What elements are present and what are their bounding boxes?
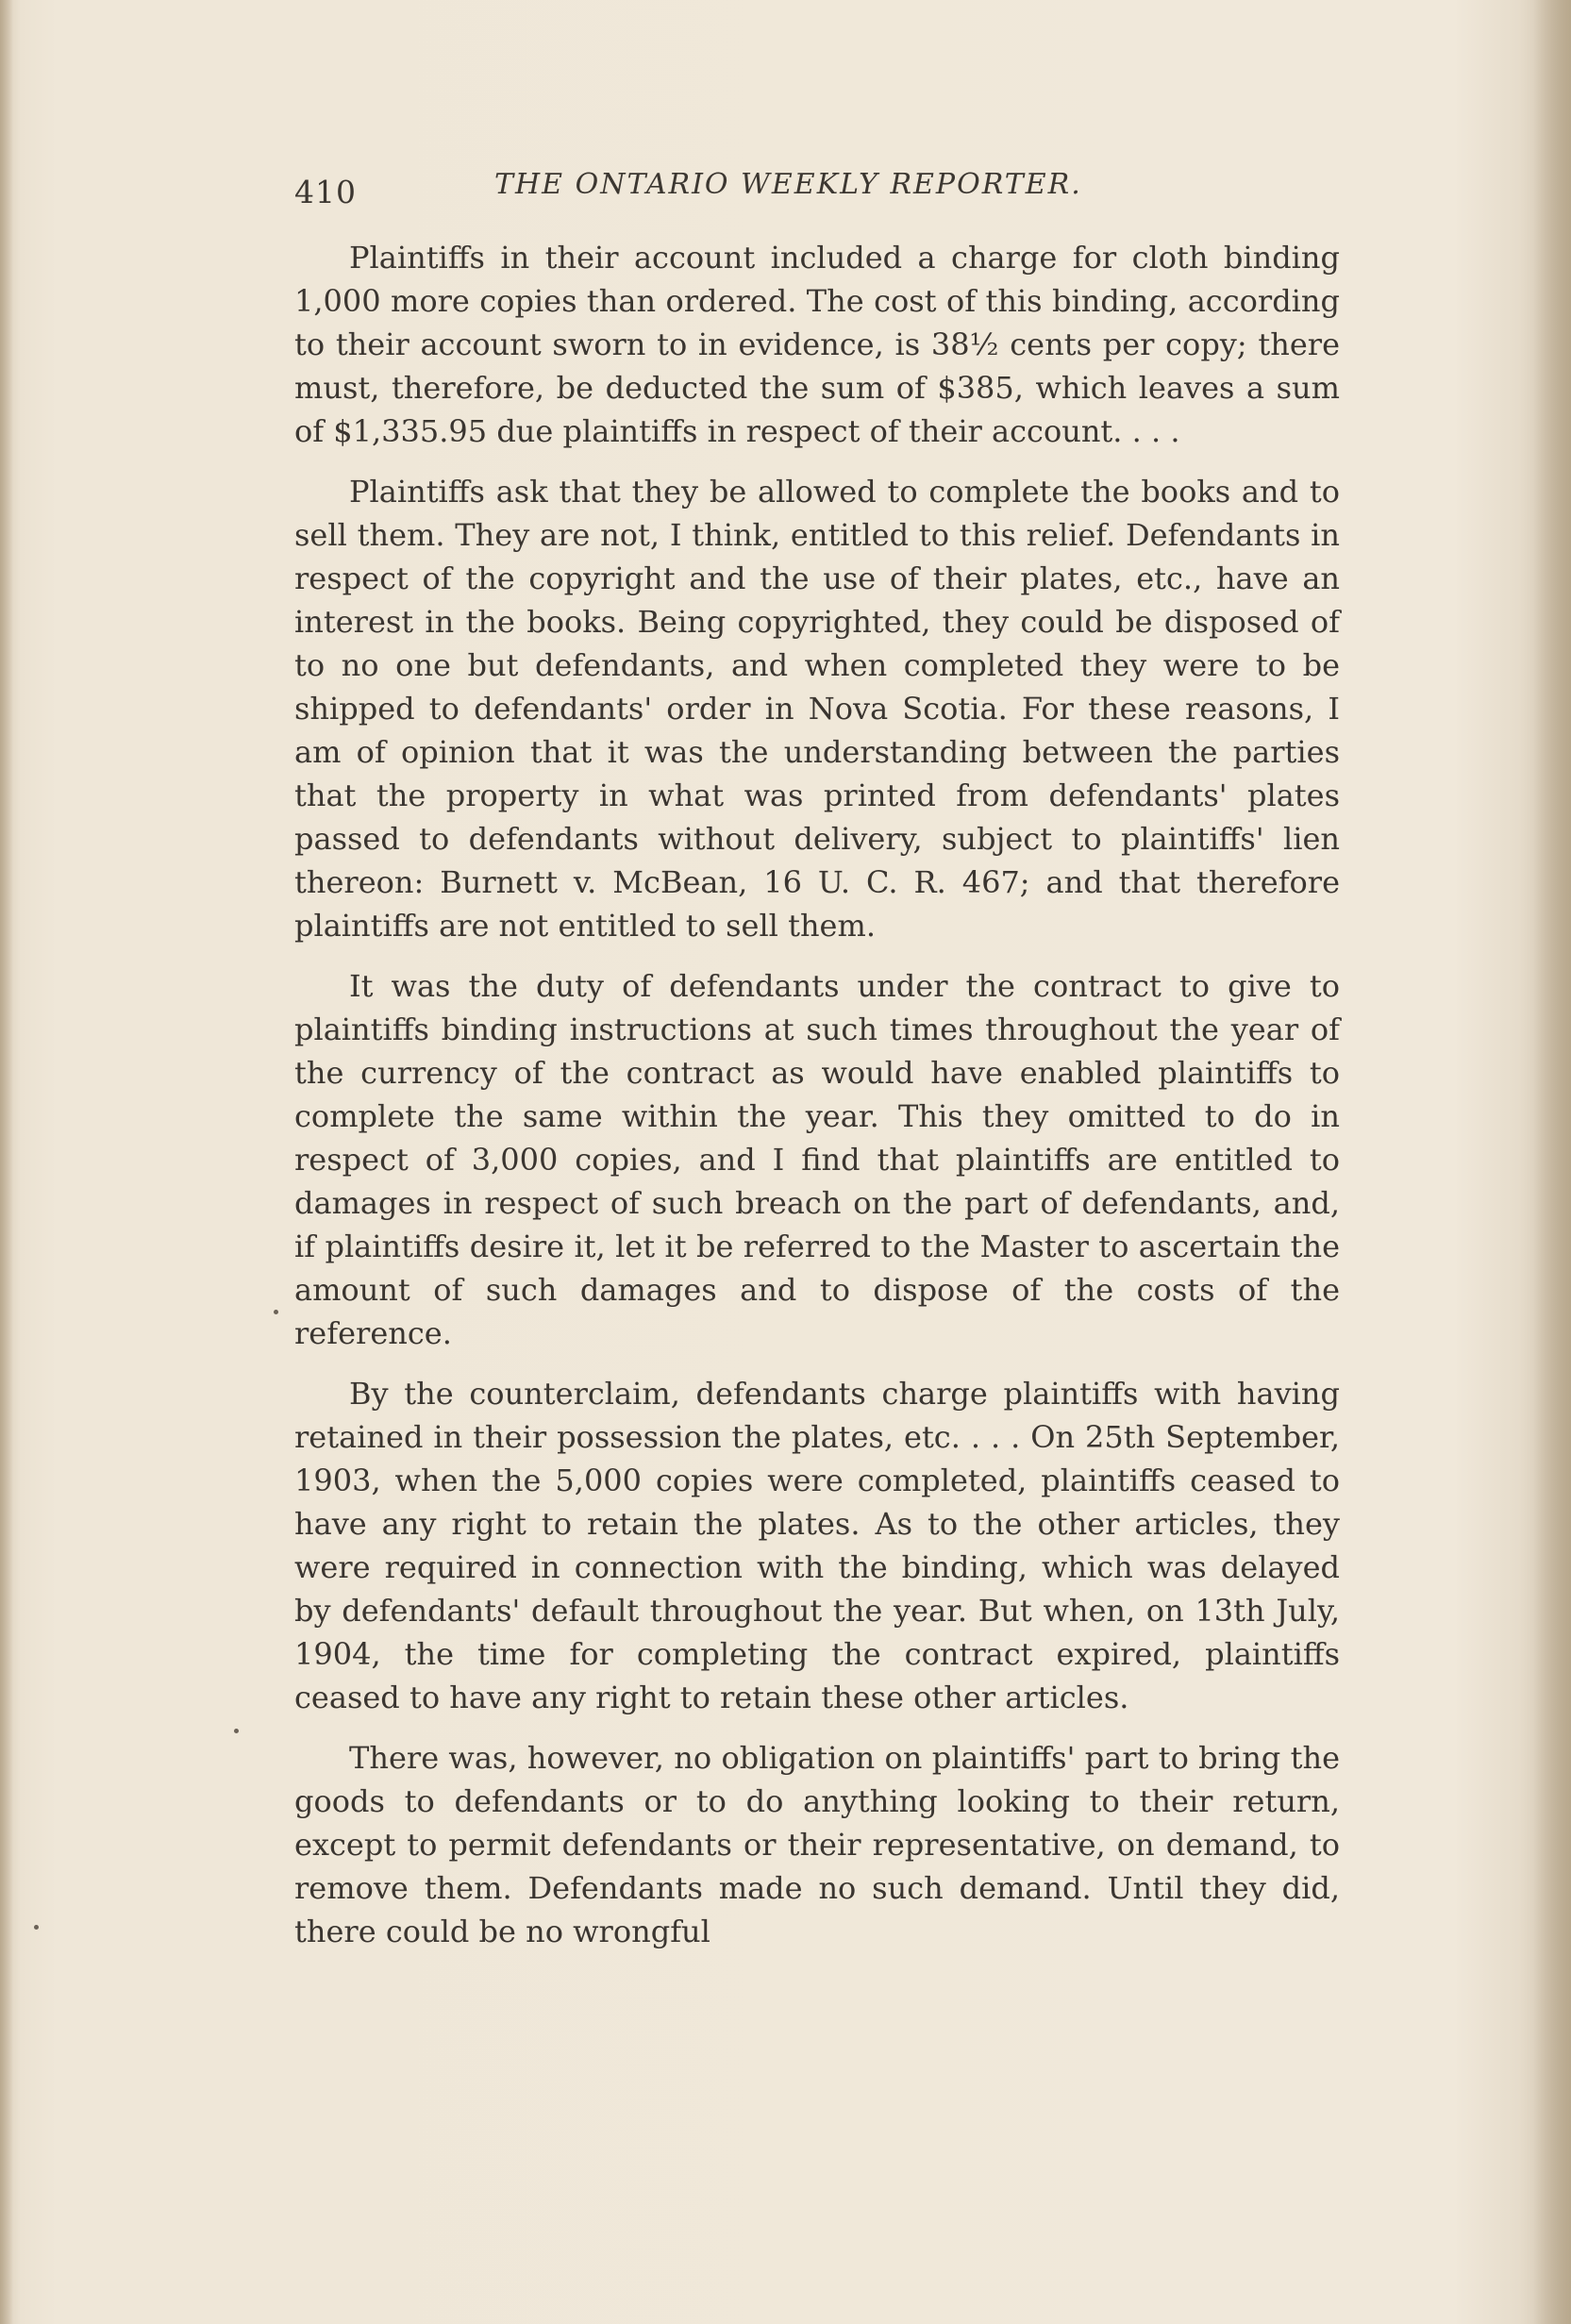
page-number: 410 xyxy=(294,174,357,210)
paragraph-relief: Plaintiffs ask that they be allowed to complete the books and to sell them. They are not, I think, entitled to this relief. Defendants in respect of the copyright and the use of their plates, etc., have an interest in the books. Being copyrighted, they could be disposed of to no one but defendants, and when completed they were to be shipped to defendants' order in Nova Scotia. For these reasons, I am of opinion that it was the understanding between the parties that the property in what was printed from defendants' plates passed to defendants without delivery, subject to plaintiffs' lien thereon: Burnett v. McBean, 16 U. C. R. 467; and that therefore plaintiffs are not entitled to sell them. xyxy=(294,474,1340,944)
running-head xyxy=(294,168,1340,215)
page-edge-shadow xyxy=(1533,0,1571,2324)
margin-mark xyxy=(34,1925,39,1930)
margin-mark xyxy=(234,1729,239,1733)
paragraph-account: Plaintiffs in their account included a charge for cloth binding 1,000 more copies than ordered. The cost of this binding, according to their account sworn to in evidence, is 38½ cents per copy; there must, therefore, be deducted the sum of $385, which leaves a sum of $1,335.95 due plaintiffs in respect of their account. . . . xyxy=(294,240,1340,449)
paragraph-counterclaim: By the counterclaim, defendants charge plaintiffs with having retained in their possession the plates, etc. . . . On 25th September, 1903, when the 5,000 copies were completed, plaintiffs ceased to have any right to retain the plates. As to the other articles, they were required in connection with the binding, which was delayed by defendants' default throughout the year. But when, on 13th July, 1904, the time for completing the contract expired, plaintiffs ceased to have any right to retain these other articles. xyxy=(294,1376,1340,1715)
paragraph-obligation: There was, however, no obligation on plaintiffs' part to bring the goods to defendants or to do anything looking to their return, except to permit defendants or their representative, on demand, to remove them. Defendants made no such demand. Until they did, there could be no wrongful xyxy=(294,1740,1340,1949)
spine-shadow xyxy=(0,0,13,2324)
body-text xyxy=(294,236,1340,1970)
paragraph-damages: It was the duty of defendants under the contract to give to plaintiffs binding instructions at such times throughout the year of the currency of the contract as would have enabled plaintiffs to complete the same within the year. This they omitted to do in respect of 3,000 copies, and I find that plaintiffs are entitled to damages in respect of such breach on the part of defendants, and, if plaintiffs desire it, let it be referred to the Master to ascertain the amount of such damages and to dispose of the costs of the reference. xyxy=(294,968,1340,1351)
journal-title: THE ONTARIO WEEKLY REPORTER. xyxy=(494,168,1082,201)
margin-mark xyxy=(274,1310,278,1314)
